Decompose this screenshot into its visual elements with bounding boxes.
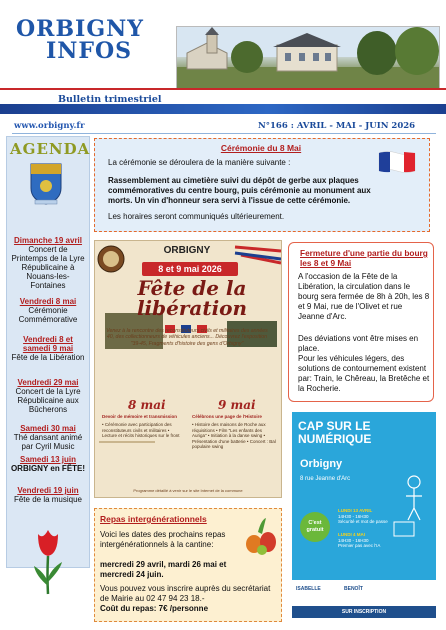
header-top	[0, 0, 446, 14]
poster-town: ORBIGNY	[163, 245, 211, 256]
french-flag-icon	[378, 150, 416, 174]
bulletin-label: Bulletin trimestriel	[58, 94, 162, 105]
free-badge: C'est gratuit	[300, 512, 330, 542]
village-photo-illustration	[177, 27, 439, 89]
workshop-session: LUNDI 4 MAI 14H30 - 16H30 Premier pas avec l'IA	[338, 532, 381, 549]
agenda-event: Dimanche 19 avril Concert de Printemps de la Lyre Républicaine à Nouans-les-Fontaines	[11, 236, 85, 290]
page-title: ORBIGNY INFOS	[16, 16, 144, 64]
workshop-session: LUNDI 13 AVRIL 14H30 - 16H30 Sécurité et mot de passe	[338, 508, 388, 525]
poster-col2-items: • Histoire des maisons de Roche aux réquisitions • Film "Les enfants des Auriga" • Initiation à la danse swing • Présentation d'une batterie • Concert : Bal populaire swing	[192, 422, 276, 450]
poster-intro: Venez à la rencontre des reconstituteurs civils et militaires des années 40, des collectionneurs de véhicules anciens... Découvrez l'exposition "39-45, Fragments d'histoire des gens d'Orbigny"	[106, 328, 268, 347]
vegetables-icon	[244, 516, 278, 556]
workshop-footer: SUR INSCRIPTION	[292, 606, 436, 618]
poster-title: Fête de la libération	[136, 276, 248, 320]
ceremony-footer: Les horaires seront communiqués ultérieurement.	[108, 212, 285, 221]
agenda-event: Vendredi 8 et samedi 9 mai Fête de la Libération	[11, 335, 85, 362]
meals-p3: Vous pouvez vous inscrire auprès du secrétariat de Mairie au 02 47 94 23 18.-	[100, 584, 271, 603]
divider	[12, 133, 436, 134]
banner-wave	[0, 104, 446, 114]
ceremony-title: Cérémonie du 8 Mai	[220, 143, 302, 153]
meals-title: Repas intergénérationnels	[100, 514, 207, 524]
contact-name: BENOÎT	[344, 586, 363, 592]
contact-name: ISABELLE	[296, 586, 321, 592]
closure-p1: A l'occasion de la Fête de la Libération, la circulation dans le bourg sera fermée de 8h à 20h, les 8 et 9 Mai, rue de l'Olivet et rue Jeanne d'Arc.	[298, 272, 430, 321]
poster-footer: Programme détaillé à venir sur le site Internet de la commune	[133, 488, 243, 493]
agenda-event: Samedi 30 mai Thé dansant animé par Cyril Music	[13, 424, 83, 451]
poster-col1-items: • Cérémonie avec participation des reconstituteurs civils et militaires • Lecture et récits historiques sur le front	[102, 422, 180, 439]
agenda-event: Vendredi 29 mai Concert de la Lyre Républicaine aux Bûcherons	[15, 378, 81, 414]
agenda-event: Samedi 13 juin ORBIGNY en FÊTE!	[10, 455, 86, 473]
workshop-address: 8 rue Jeanne d'Arc	[300, 476, 351, 482]
ceremony-body: Rassemblement au cimetière suivi du dépôt de gerbe aux plaques commémoratives du centre bourg, puis cérémonie au monument aux morts. Un vin d'honneur sera servi à l'issue de cette cérémonie.	[108, 176, 371, 205]
website-link[interactable]: www.orbigny.fr	[14, 121, 85, 131]
poster-dates: 8 et 9 mai 2026	[142, 262, 238, 276]
ceremony-intro: La cérémonie se déroulera de la manière suivante :	[108, 158, 291, 167]
meals-p1: Voici les dates des prochains repas intergénérationnels à la cantine:	[100, 530, 226, 549]
poster-col2-title: 9 mai	[218, 398, 256, 412]
village-photo	[176, 26, 440, 90]
closure-p3: Pour les véhicules légers, des solutions de contournement existent par: Train, le Chêreau, la Bretêche et la Rocherie.	[298, 354, 430, 393]
poster-col1-sub: Devoir de mémoire et transmission	[102, 414, 178, 419]
agenda-event: Vendredi 8 mai Cérémonie Commémorative	[18, 297, 78, 324]
poster-col1-title: 8 mai	[128, 398, 166, 412]
closure-title: Fermeture d'une partie du bourg les 8 et 9 Mai	[300, 248, 428, 268]
closure-p2: Des déviations vont être mises en place.	[298, 334, 419, 353]
meals-price: Coût du repas: 7€ /personne	[100, 604, 209, 613]
crest-icon	[29, 162, 63, 206]
workshop-title: CAP SUR LE NUMÉRIQUE	[298, 419, 372, 446]
tulip-icon	[30, 526, 66, 596]
meals-dates: mercredi 29 avril, mardi 26 mai et mercredi 24 juin.	[100, 560, 227, 579]
poster-col2-sub: Célébrons une page de l'Histoire	[192, 414, 262, 419]
issue-number: N°166 : AVRIL - MAI - JUIN 2026	[258, 121, 416, 131]
workshop-place: Orbigny	[300, 458, 343, 470]
agenda-event: Vendredi 19 juin Fête de la musique	[13, 486, 83, 504]
agenda-title: AGENDA	[10, 140, 91, 158]
